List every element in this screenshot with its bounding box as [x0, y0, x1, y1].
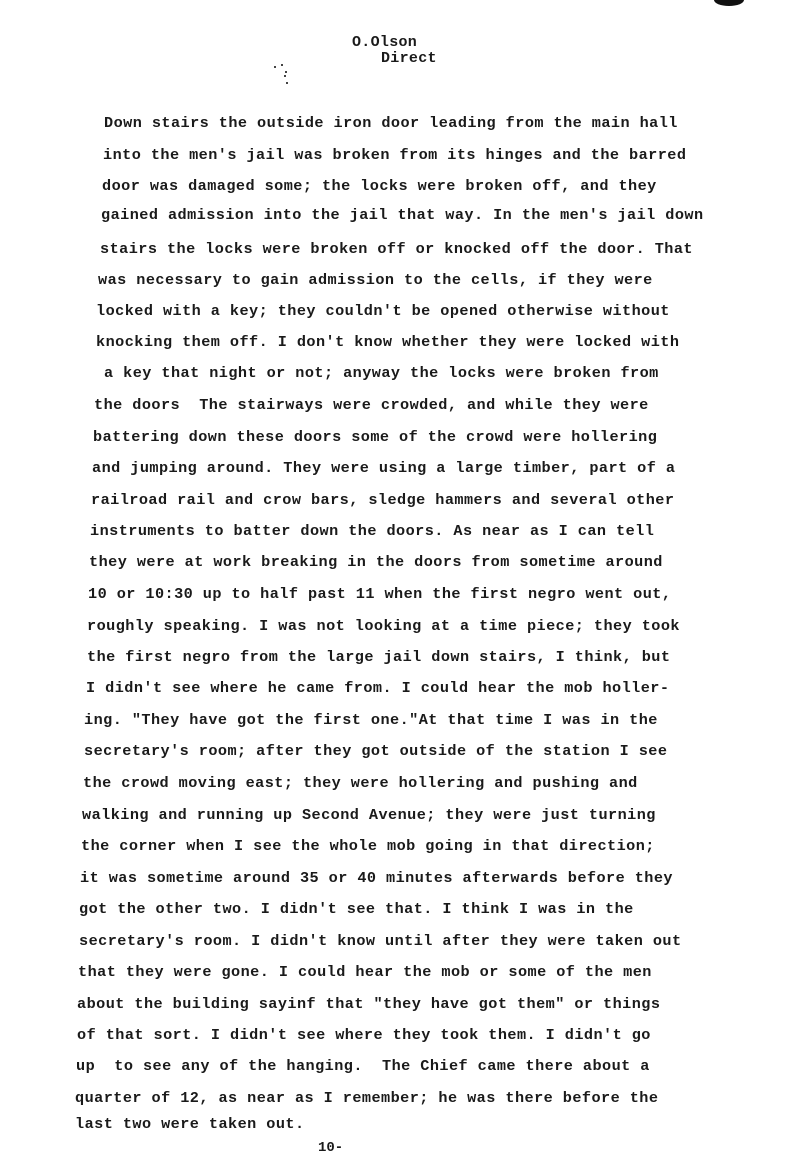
text-line: quarter of 12, as near as I remember; he was there before the [75, 1089, 659, 1107]
text-line: the doors The stairways were crowded, and while they were [94, 396, 649, 414]
text-line: into the men's jail was broken from its hinges and the barred [103, 146, 687, 164]
page-number: 10- [318, 1140, 344, 1156]
text-line: Down stairs the outside iron door leading from the main hall [104, 114, 678, 132]
text-line: railroad rail and crow bars, sledge hammers and several other [91, 491, 675, 509]
text-line: I didn't see where he came from. I could hear the mob holler- [86, 679, 670, 697]
text-line: got the other two. I didn't see that. I think I was in the [79, 900, 634, 918]
text-line: it was sometime around 35 or 40 minutes afterwards before they [80, 869, 673, 887]
text-line: gained admission into the jail that way. In the men's jail down [101, 206, 704, 224]
witness-name: O.Olson [352, 34, 418, 51]
text-line: the crowd moving east; they were hollering and pushing and [83, 774, 638, 792]
text-line: a key that night or not; anyway the locks were broken from [104, 364, 659, 382]
text-line: roughly speaking. I was not looking at a time piece; they took [87, 617, 680, 635]
text-line: walking and running up Second Avenue; they were just turning [82, 806, 656, 824]
text-line: knocking them off. I don't know whether they were locked with [96, 333, 680, 351]
text-line: instruments to batter down the doors. As near as I can tell [90, 522, 655, 540]
text-line: last two were taken out. [75, 1115, 305, 1133]
text-line: the corner when I see the whole mob going in that direction; [81, 837, 655, 855]
text-line: 10 or 10:30 up to half past 11 when the first negro went out, [88, 585, 672, 603]
text-line: secretary's room. I didn't know until after they were taken out [79, 932, 682, 950]
text-line: stairs the locks were broken off or knocked off the door. That [100, 240, 693, 258]
text-line: and jumping around. They were using a large timber, part of a [92, 459, 676, 477]
text-line: door was damaged some; the locks were broken off, and they [102, 177, 657, 195]
ink-blot-mark [714, 0, 744, 6]
text-line: of that sort. I didn't see where they took them. I didn't go [77, 1026, 651, 1044]
text-line: battering down these doors some of the crowd were hollering [93, 428, 658, 446]
text-line: secretary's room; after they got outside of the station I see [84, 742, 668, 760]
text-line: about the building sayinf that "they have got them" or things [77, 995, 661, 1013]
text-line: locked with a key; they couldn't be opened otherwise without [96, 302, 670, 320]
text-line: that they were gone. I could hear the mob or some of the men [78, 963, 652, 981]
text-line: up to see any of the hanging. The Chief came there about a [76, 1057, 650, 1075]
text-line: ing. "They have got the first one."At that time I was in the [84, 711, 658, 729]
text-line: the first negro from the large jail down stairs, I think, but [87, 648, 671, 666]
text-line: was necessary to gain admission to the cells, if they were [98, 271, 653, 289]
paper-specks [272, 62, 292, 92]
text-line: they were at work breaking in the doors from sometime around [89, 553, 663, 571]
examination-type: Direct [381, 50, 437, 67]
